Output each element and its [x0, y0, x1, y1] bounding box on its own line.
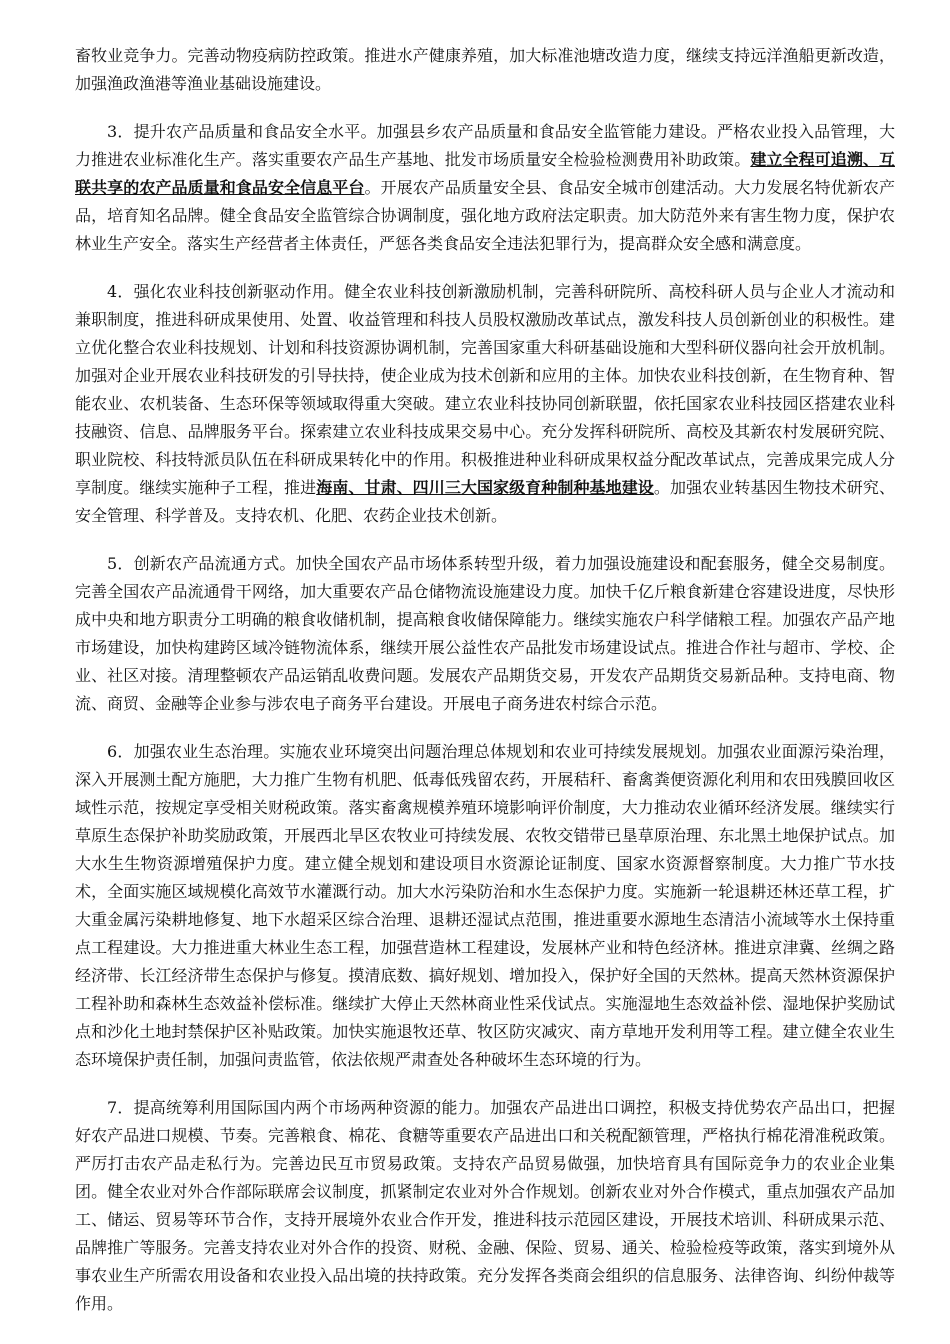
paragraph-2-highlight: 建立全程可追溯、互联共享的农产品质量和食品安全信息平台	[75, 150, 895, 197]
paragraph-6	[75, 1094, 895, 1318]
paragraph-3-text-b: 。加强农业转基因生物技术研究、安全管理、科学普及。支持农机、化肥、农药企业技术创新。	[75, 478, 895, 525]
paragraph-5-text: 6．加强农业生态治理。实施农业环境突出问题治理总体规划和农业可持续发展规划。加强农业面源污染治理，深入开展测土配方施肥，大力推广生物有机肥、低毒低残留农药，开展秸秆、畜禽粪便资源化利用和农田残膜回收区域性示范，按规定享受相关财税政策。落实畜禽规模养殖环境影响评价制度，大力推动农业循环经济发展。继续实行草原生态保护补助奖励政策，开展西北旱区农牧业可持续发展、农牧交错带已垦草原治理、东北黑土地保护试点。加大水生生物资源增殖保护力度。建立健全规划和建设项目水资源论证制度、国家水资源督察制度。大力推广节水技术，全面实施区域规模化高效节水灌溉行动。加大水污染防治和水生态保护力度。实施新一轮退耕还林还草工程，扩大重金属污染耕地修复、地下水超采区综合治理、退耕还湿试点范围，推进重要水源地生态清洁小流域等水土保持重点工程建设。大力推进重大林业生态工程，加强营造林工程建设，发展林产业和特色经济林。推进京津冀、丝绸之路经济带、长江经济带生态保护与修复。摸清底数、搞好规划、增加投入，保护好全国的天然林。提高天然林资源保护工程补助和森林生态效益补偿标准。继续扩大停止天然林商业性采伐试点。实施湿地生态效益补偿、湿地保护奖励试点和沙化土地封禁保护区补贴政策。加快实施退牧还草、牧区防灾减灾、南方草地开发利用等工程。建立健全农业生态环境保护责任制，加强问责监管，依法依规严肃查处各种破坏生态环境的行为。	[75, 742, 895, 1069]
paragraph-5	[75, 738, 895, 1074]
paragraph-2	[75, 118, 895, 258]
paragraph-2-text-a: 3．提升农产品质量和食品安全水平。加强县乡农产品质量和食品安全监管能力建设。严格农业投入品管理，大力推进农业标准化生产。落实重要农产品生产基地、批发市场质量安全检验检测费用补助政策。	[75, 122, 895, 169]
paragraph-3-highlight: 海南、甘肃、四川三大国家级育种制种基地建设	[316, 478, 654, 497]
paragraph-2-text-b: 。开展农产品质量安全县、食品安全城市创建活动。大力发展名特优新农产品，培育知名品牌。健全食品安全监管综合协调制度，强化地方政府法定职责。加大防范外来有害生物力度，保护农林业生产安全。落实生产经营者主体责任，严惩各类食品安全违法犯罪行为，提高群众安全感和满意度。	[75, 178, 895, 253]
paragraph-1-text: 畜牧业竞争力。完善动物疫病防控政策。推进水产健康养殖，加大标准池塘改造力度，继续支持远洋渔船更新改造，加强渔政渔港等渔业基础设施建设。	[75, 46, 895, 93]
paragraph-1	[75, 42, 895, 98]
document-body	[75, 42, 895, 1338]
paragraph-3	[75, 278, 895, 530]
paragraph-4-text: 5．创新农产品流通方式。加快全国农产品市场体系转型升级，着力加强设施建设和配套服务，健全交易制度。完善全国农产品流通骨干网络，加大重要农产品仓储物流设施建设力度。加快千亿斤粮食新建仓容建设进度，尽快形成中央和地方职责分工明确的粮食收储机制，提高粮食收储保障能力。继续实施农户科学储粮工程。加强农产品产地市场建设，加快构建跨区域冷链物流体系，继续开展公益性农产品批发市场建设试点。推进合作社与超市、学校、企业、社区对接。清理整顿农产品运销乱收费问题。发展农产品期货交易，开发农产品期货交易新品种。支持电商、物流、商贸、金融等企业参与涉农电子商务平台建设。开展电子商务进农村综合示范。	[75, 554, 895, 713]
paragraph-4	[75, 550, 895, 718]
paragraph-6-text: 7．提高统筹利用国际国内两个市场两种资源的能力。加强农产品进出口调控，积极支持优势农产品出口，把握好农产品进口规模、节奏。完善粮食、棉花、食糖等重要农产品进出口和关税配额管理，严格执行棉花滑准税政策。严厉打击农产品走私行为。完善边民互市贸易政策。支持农产品贸易做强，加快培育具有国际竞争力的农业企业集团。健全农业对外合作部际联席会议制度，抓紧制定农业对外合作规划。创新农业对外合作模式，重点加强农产品加工、储运、贸易等环节合作，支持开展境外农业合作开发，推进科技示范园区建设，开展技术培训、科研成果示范、品牌推广等服务。完善支持农业对外合作的投资、财税、金融、保险、贸易、通关、检验检疫等政策，落实到境外从事农业生产所需农用设备和农业投入品出境的扶持政策。充分发挥各类商会组织的信息服务、法律咨询、纠纷仲裁等作用。	[75, 1098, 895, 1313]
paragraph-3-text-a: 4．强化农业科技创新驱动作用。健全农业科技创新激励机制，完善科研院所、高校科研人员与企业人才流动和兼职制度，推进科研成果使用、处置、收益管理和科技人员股权激励改革试点，激发科技人员创新创业的积极性。建立优化整合农业科技规划、计划和科技资源协调机制，完善国家重大科研基础设施和大型科研仪器向社会开放机制。加强对企业开展农业科技研发的引导扶持，使企业成为技术创新和应用的主体。加快农业科技创新，在生物育种、智能农业、农机装备、生态环保等领域取得重大突破。建立农业科技协同创新联盟，依托国家农业科技园区搭建农业科技融资、信息、品牌服务平台。探索建立农业科技成果交易中心。充分发挥科研院所、高校及其新农村发展研究院、职业院校、科技特派员队伍在科研成果转化中的作用。积极推进种业科研成果权益分配改革试点，完善成果完成人分享制度。继续实施种子工程，推进	[75, 282, 895, 497]
